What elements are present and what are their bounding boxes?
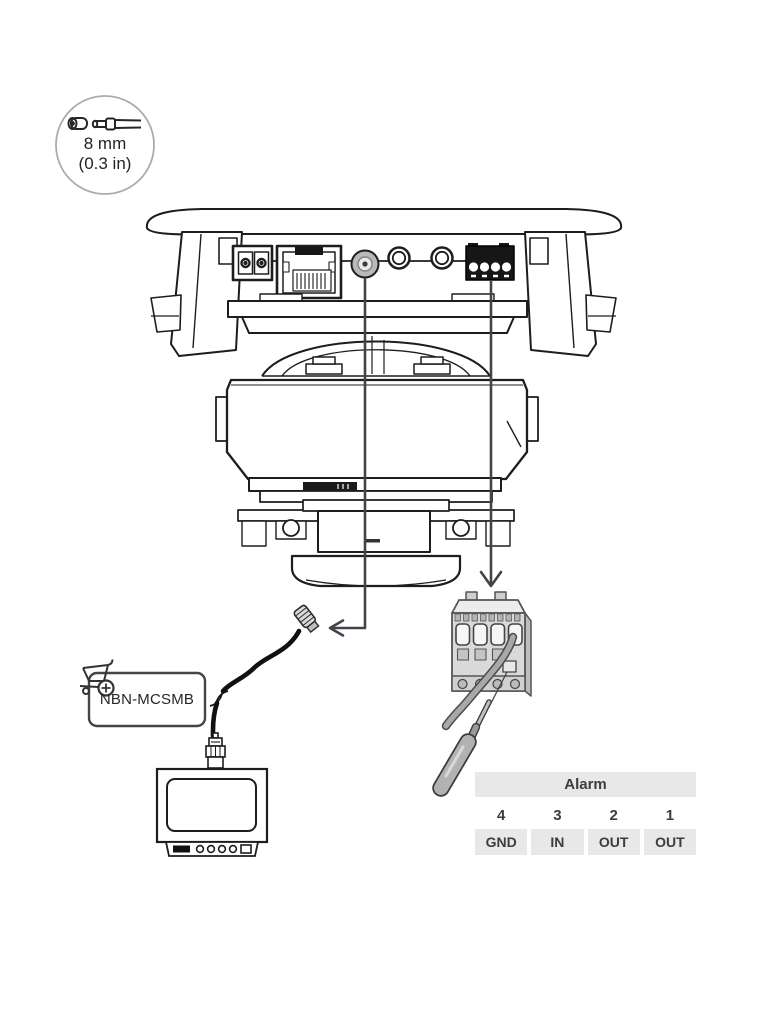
pin-number: 1 xyxy=(665,807,675,824)
mounting-plate xyxy=(147,209,621,234)
camera-housing-top xyxy=(228,294,527,333)
pin-number: 4 xyxy=(496,807,506,824)
alarm-pin-signals-row xyxy=(475,829,696,855)
monitor-illustration xyxy=(157,769,267,856)
alarm-connector xyxy=(466,243,514,280)
left-mount-bracket xyxy=(151,232,242,356)
release-slot xyxy=(503,661,516,672)
power-terminal-connector xyxy=(233,246,272,280)
pin-number: 3 xyxy=(553,807,562,824)
gimbal-arch xyxy=(262,336,490,376)
cable-size-label xyxy=(45,134,165,174)
alarm-table-title: Alarm xyxy=(475,772,696,797)
cable-size-line2: (0.3 in) xyxy=(78,154,132,173)
pin-signal: OUT xyxy=(644,829,696,855)
pin-signal: IN xyxy=(531,829,583,855)
audio-out-connector xyxy=(432,248,453,269)
alarm-pinout-table xyxy=(475,772,696,855)
bnc-video-connector xyxy=(352,251,379,278)
camera-illustration xyxy=(147,209,621,586)
smb-connector-tip xyxy=(293,604,320,633)
terminal-block-illustration xyxy=(441,592,531,788)
lens-assembly xyxy=(238,478,514,586)
cable-size-line1: 8 mm xyxy=(83,134,127,153)
pin-signal: GND xyxy=(475,829,527,855)
audio-in-connector xyxy=(389,248,410,269)
alarm-pin-numbers-row xyxy=(475,804,696,829)
pin-number: 2 xyxy=(609,807,618,824)
pin-signal: OUT xyxy=(588,829,640,855)
part-number-label: NBN-MCSMB xyxy=(99,691,195,708)
ethernet-port xyxy=(277,246,341,298)
coax-video-cable xyxy=(206,604,320,768)
bnc-plug xyxy=(206,733,225,768)
monitor-screen xyxy=(167,779,256,831)
right-mount-bracket xyxy=(525,232,616,356)
